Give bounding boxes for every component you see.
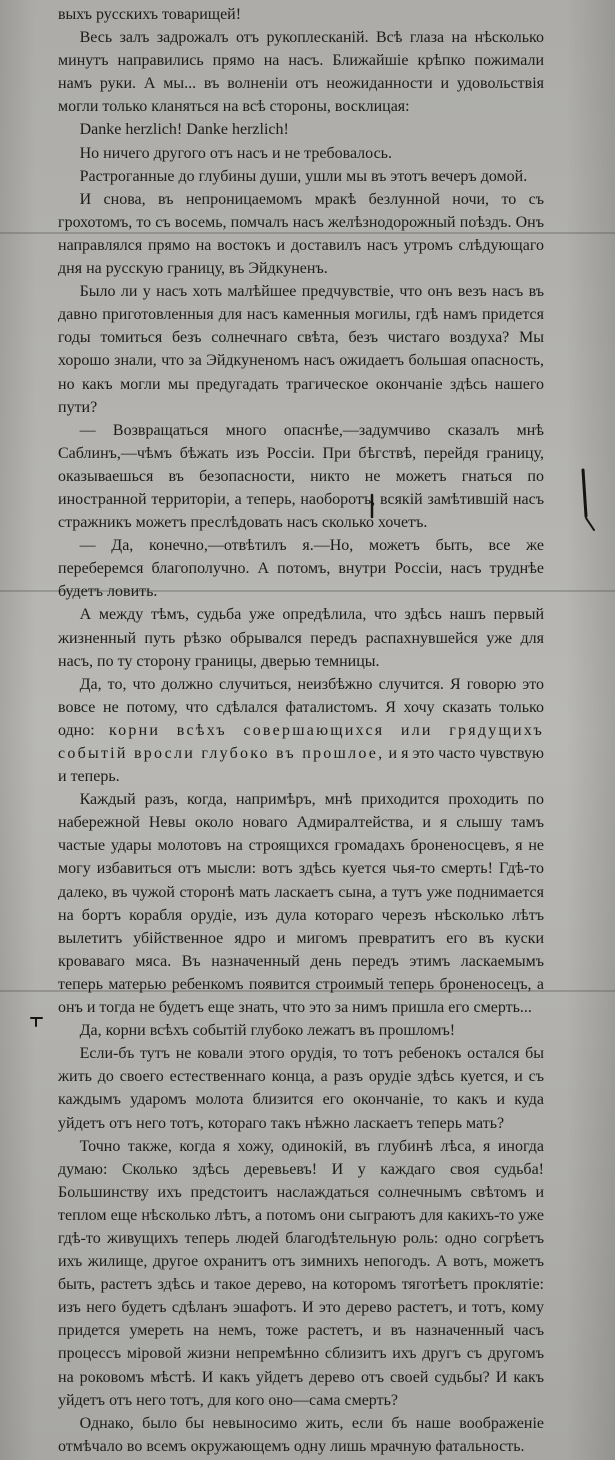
- dialogue-paragraph: — Да, конечно,—отвѣтилъ я.—Но, можетъ быть, все же переберемся благополучно. А потомъ, внутри Россіи, насъ труднѣе будетъ ловить.: [58, 537, 544, 601]
- paragraph: Растроганные до глубины души, ушли мы въ этотъ вечеръ домой.: [79, 167, 528, 185]
- paragraph-text: и я это часто чувствую и теперь.: [58, 745, 544, 786]
- paragraph: Да, корни всѣхъ событій глубоко лежатъ въ прошломъ!: [79, 1022, 456, 1040]
- paragraph: Но ничего другого отъ насъ и не требовалось.: [79, 144, 392, 162]
- paragraph: Каждый разъ, когда, напримѣръ, мнѣ приходится проходить по набережной Невы около новаго Адмиралтейства, и я слышу тамъ частые удары молотовъ на строящихся громадахъ броненосцевъ, я не могу избавиться отъ мысли: вотъ здѣсь куется чья-то смерть! Гдѣ-то далеко, въ чужой сторонѣ мать ласкаетъ сына, а тутъ уже поднимается на бортъ корабля орудіе, изъ дула котораго черезъ нѣсколько лѣтъ вылетитъ убійственное ядро и мигомъ превратитъ его въ куски кроваваго мяса. Въ назначенный день передъ этимъ ласкаемымъ теперь матерью ребенкомъ появится строимый теперь броненосецъ, а онъ и тогда не будетъ еще знать, что это за нимъ пришла его смерть...: [58, 791, 544, 1017]
- dialogue-paragraph: — Возвращаться много опаснѣе,—задумчиво сказалъ мнѣ Саблинъ,—чѣмъ бѣжать изъ Россіи. При бѣгствѣ, перейдя границу, оказываешься въ безопасности, никто не можетъ гнаться по иностранной территоріи, а теперь, наоборотъ, всякій замѣтившій насъ стражникъ можетъ преслѣдовать насъ сколько хочетъ.: [58, 421, 544, 532]
- paragraph: Весь залъ задрожалъ отъ рукоплесканій. Всѣ глаза на нѣсколько минутъ направились прямо на насъ. Ближайшіе крѣпко пожимали намъ руки. А мы... въ волненіи отъ неожиданности и удовольствія могли только кланяться на всѣ стороны, восклицая:: [58, 29, 544, 116]
- paragraph: Если-бъ тутъ не ковали этого орудія, то тотъ ребенокъ остался бы жить до своего естественнаго конца, а разъ орудіе здѣсь куется, и съ каждымъ ударомъ молота близится его окончаніе, то какъ и куда уйдетъ отъ него тотъ, котораго такъ нѣжно ласкаетъ теперь мать?: [58, 1045, 544, 1132]
- paragraph: [58, 673, 544, 788]
- emphasized-text: корни всѣхъ совершающихся или грядущихъ событій вросли глубоко въ прошлое,: [58, 721, 544, 762]
- paragraph: выхъ русскихъ товарищей!: [58, 6, 242, 23]
- paragraph-text: Да, то, что должно случиться, неизбѣжно случится. Я говорю это вовсе не потому, что сдѣлался фаталистомъ. Я хочу сказать только одно:: [58, 675, 544, 739]
- margin-tick-mark: [30, 1015, 44, 1027]
- text-pencil-mark: [368, 493, 376, 519]
- paragraph: Danke herzlich! Danke herzlich!: [79, 121, 289, 139]
- page-body-text: [58, 3, 544, 1458]
- margin-pencil-mark: [574, 468, 600, 538]
- paragraph: Однако, было бы невыносимо жить, если бъ наше воображеніе отмѣчало во всемъ окружающемъ одну лишь мрачную фатальность.: [58, 1414, 544, 1455]
- paragraph: А между тѣмъ, судьба уже опредѣлила, что здѣсь нашъ первый жизненный путь рѣзко обрывался передъ распахнувшейся уже для насъ, по ту сторону границы, дверью темницы.: [58, 606, 544, 670]
- paragraph: Было ли у насъ хоть малѣйшее предчувствіе, что онъ везъ насъ въ давно приготовленныя для насъ каменныя могилы, гдѣ намъ придется годы томиться безъ солнечнаго свѣта, безъ чистаго воздуха? Мы хорошо знали, что за Эйдкуненомъ насъ ожидаетъ большая опасность, но какъ могли мы предугадать трагическое окончаніе здѣсь нашего пути?: [58, 283, 544, 416]
- paragraph: Точно также, когда я хожу, одинокій, въ глубинѣ лѣса, я иногда думаю: Сколько здѣсь деревьевъ! И у каждаго своя судьба! Большинству ихъ предстоитъ наслаждаться солнечнымъ свѣтомъ и теплом еще нѣсколько лѣтъ, а потомъ они сыграютъ для какихъ-то уже гдѣ-то живущихъ теперь людей благодѣтельную роль: одно согрѣетъ ихъ жилище, другое охранитъ отъ зимнихъ непогодъ. А вотъ, можетъ быть, растетъ здѣсь и такое дерево, на которомъ тяготѣетъ проклятіе: изъ него будетъ сдѣланъ эшафотъ. И это дерево растетъ, и тотъ, кому придется умереть на немъ, тоже растетъ, и въ назначенный часъ процессъ міровой жизни непремѣнно сблизитъ ихъ другъ съ другомъ на роковомъ мѣстѣ. И какъ уйдетъ дерево отъ своей судьбы? И какъ уйдетъ отъ него тотъ, для кого оно—сама смерть?: [58, 1137, 544, 1409]
- paragraph: И снова, въ непроницаемомъ мракѣ безлунной ночи, то съ грохотомъ, то съ восемь, помчалъ насъ желѣзнодорожный поѣздъ. Онъ направлялся прямо на востокъ и доставилъ насъ утромъ слѣдующаго дня на русскую границу, въ Эйдкуненъ.: [58, 190, 544, 278]
